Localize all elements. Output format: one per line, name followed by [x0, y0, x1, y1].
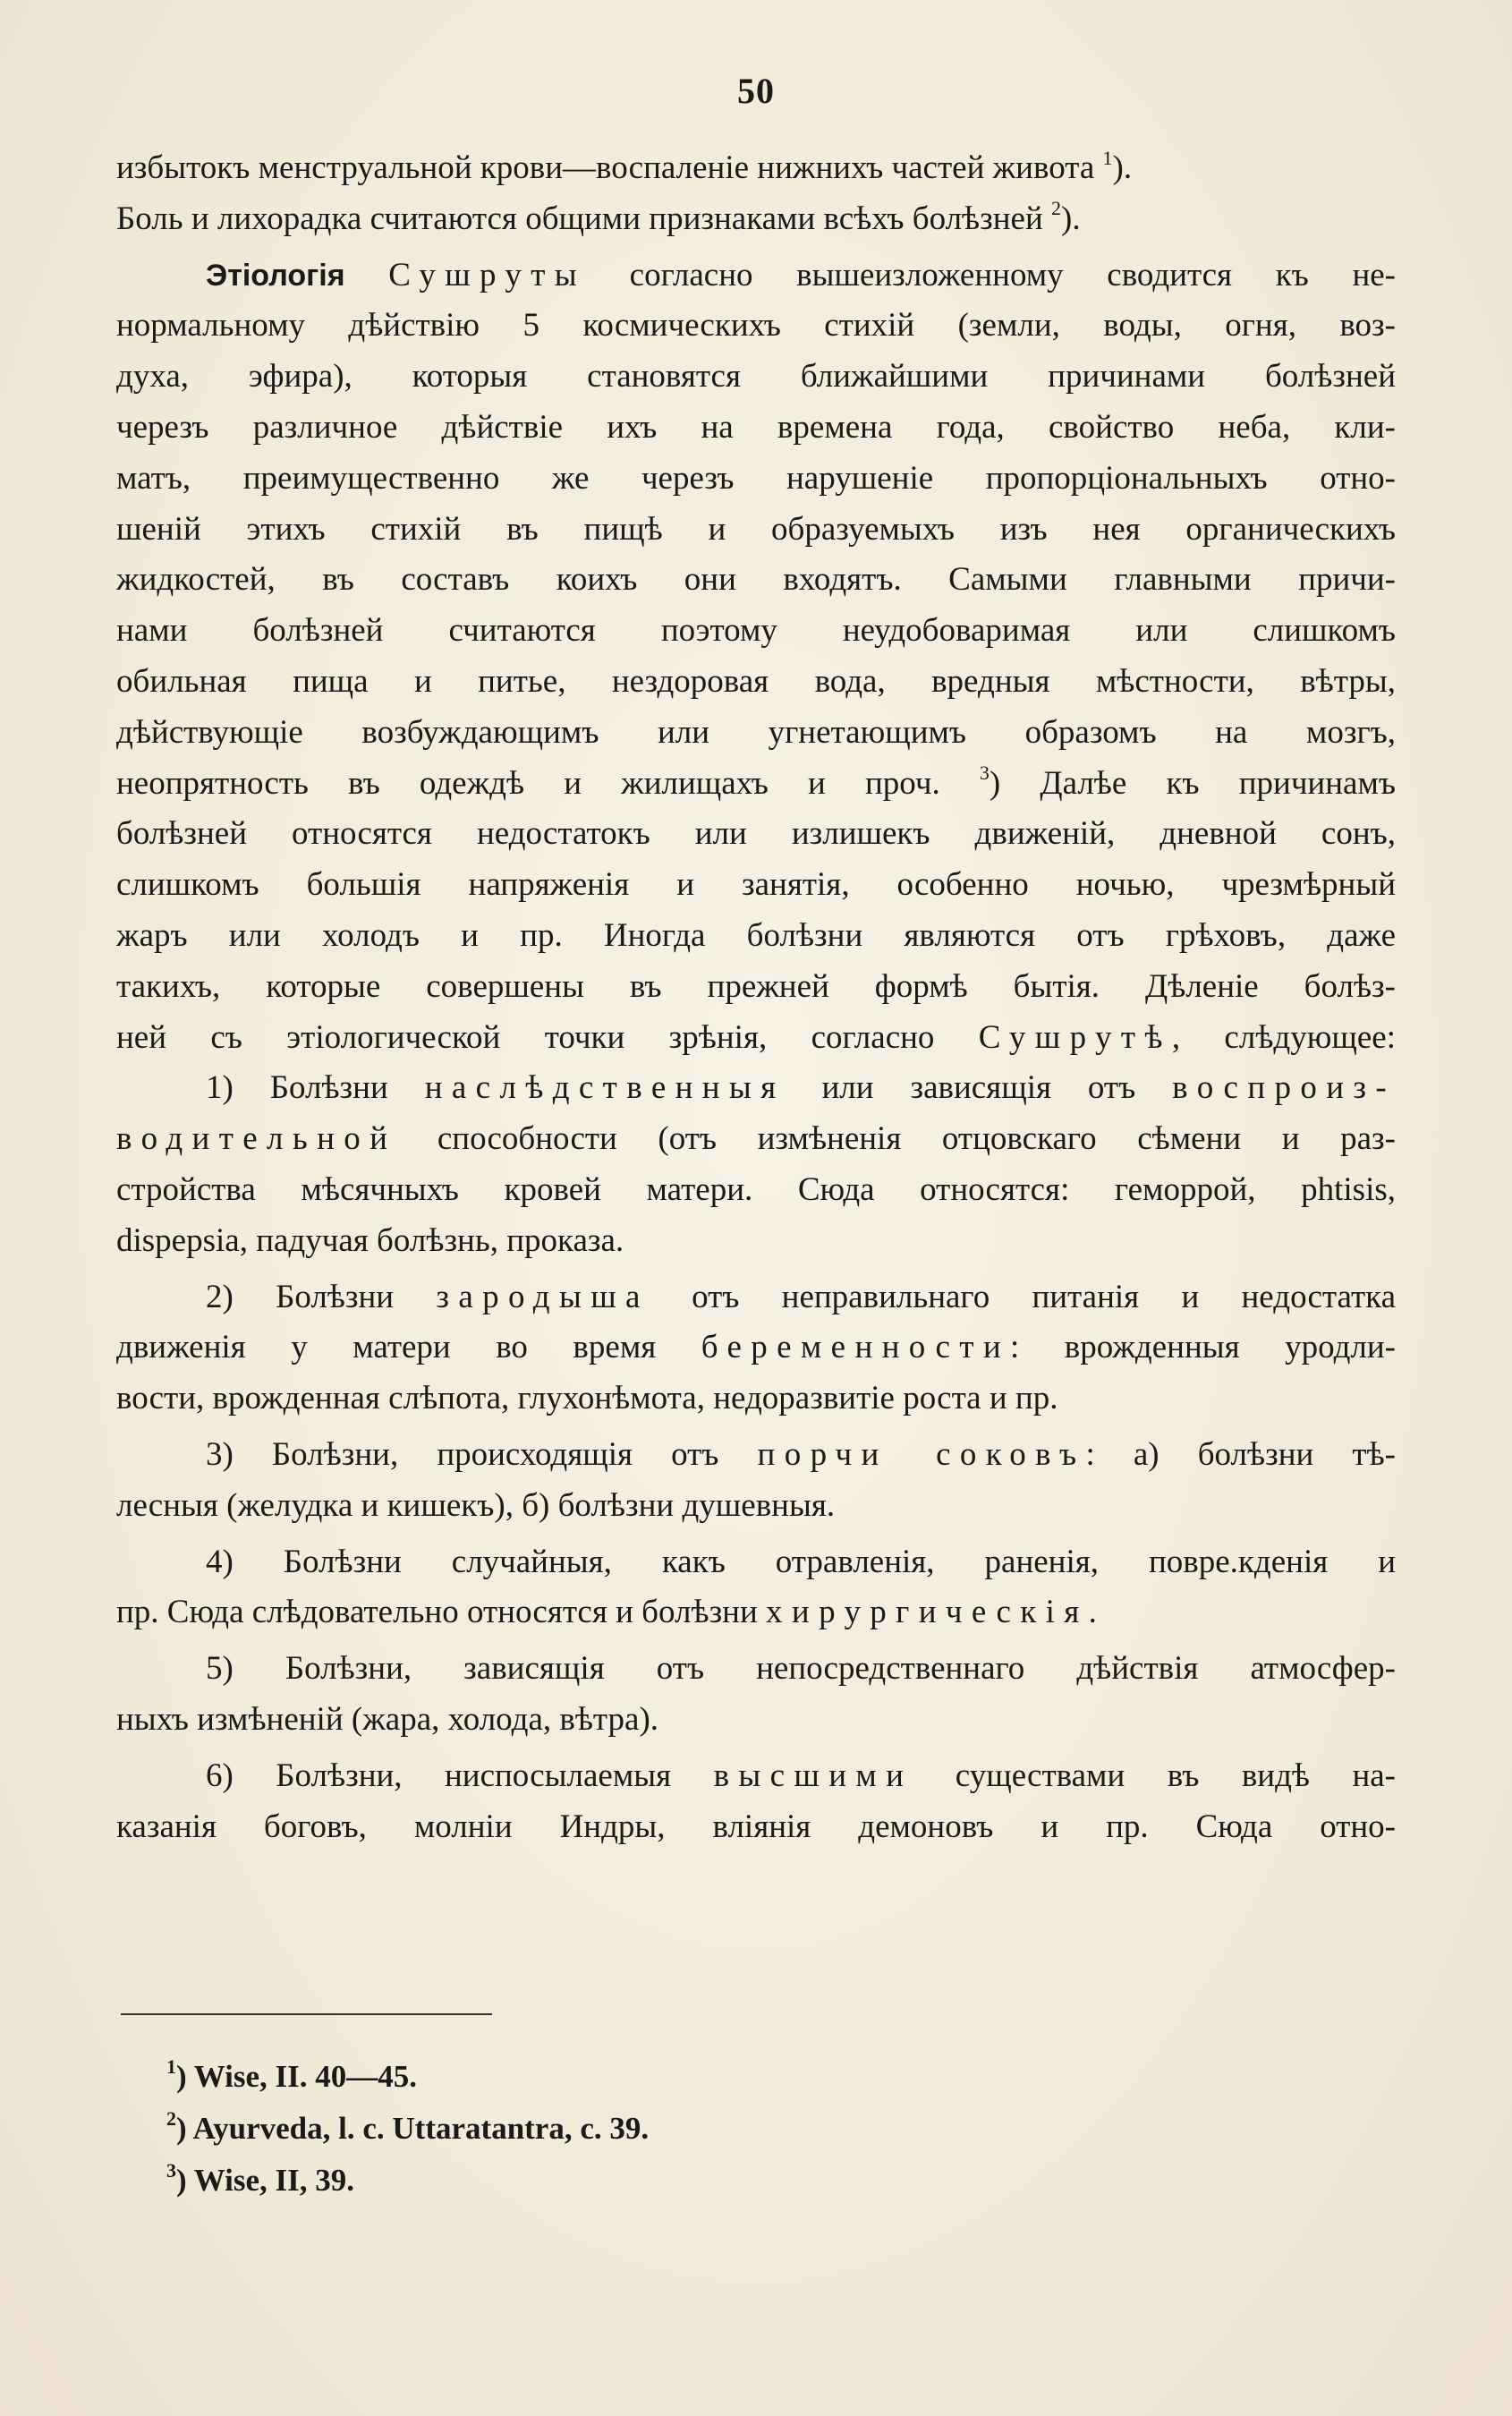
emphasized-text: порчи соковъ	[757, 1435, 1086, 1473]
text-run: нами болѣзней считаются поэтому неудобоваримая или слишкомъ	[116, 612, 1396, 650]
text-run: болѣзней относятся недостатокъ или излишекъ движеній, дневной сонъ,	[116, 815, 1396, 853]
footnote-number: 1	[166, 2055, 176, 2079]
footnote-marker: 1	[1102, 146, 1113, 169]
footnote-text: ) Wise, II. 40—45.	[176, 2059, 418, 2094]
text-line	[116, 1323, 1396, 1374]
text-run: disрepsia, падучая болѣзнь, проказа.	[116, 1221, 624, 1259]
text-line	[116, 1587, 1396, 1638]
text-line	[116, 1430, 1396, 1481]
text-run: стройства мѣсячныхъ кровей матери. Сюда относятся: геморрой, phtisis,	[116, 1170, 1396, 1208]
text-line	[116, 403, 1396, 454]
text-run: духа, эфира), которыя становятся ближайшими причинами болѣзней	[116, 358, 1396, 396]
text-line	[116, 962, 1396, 1013]
text-run: дѣйствующіе возбуждающимъ или угнетающимъ образомъ на мозгъ,	[116, 713, 1396, 751]
text-run: ).	[1112, 149, 1133, 186]
text-run: ) Далѣе къ причинамъ	[989, 764, 1396, 802]
text-run: черезъ различное дѣйствіе ихъ на времена года, свойство неба, кли-	[116, 408, 1396, 446]
emphasized-text: водительной	[116, 1120, 397, 1158]
text-line	[116, 1751, 1396, 1802]
text-run: Боль и лихорадка считаются общими признаками всѣхъ болѣзней	[116, 200, 1052, 237]
footnote	[166, 2155, 649, 2207]
footnote-marker: 2	[1051, 197, 1062, 220]
text-run: лесныя (желудка и кишекъ), б) болѣзни душевныя.	[116, 1486, 836, 1524]
emphasized-text: беременности	[701, 1329, 1011, 1366]
text-line	[116, 1537, 1396, 1588]
text-line	[116, 1013, 1396, 1064]
text-line	[116, 708, 1396, 759]
emphasized-text: Сушрутѣ	[978, 1018, 1172, 1056]
text-line	[116, 1063, 1396, 1114]
text-line	[116, 301, 1396, 352]
footnote-text: ) Wise, II, 39.	[176, 2163, 355, 2198]
text-line	[116, 194, 1396, 245]
text-run: или зависящія отъ	[785, 1069, 1173, 1107]
text-run: 5) Болѣзни, зависящія отъ непосредственнаго дѣйствія атмосфер-	[206, 1650, 1396, 1688]
text-line	[116, 1216, 1396, 1267]
text-run: пр. Сюда слѣдовательно относятся и болѣзни	[116, 1594, 767, 1631]
text-run	[345, 257, 389, 293]
text-run: жаръ или холодъ и пр. Иногда болѣзни являются отъ грѣховъ, даже	[116, 916, 1396, 954]
footnote-number: 3	[166, 2159, 176, 2182]
text-run: шеній этихъ стихій въ пищѣ и образуемыхъ изъ нея органическихъ	[116, 510, 1396, 548]
text-run: : а) болѣзни тѣ-	[1085, 1435, 1396, 1473]
text-run: существами въ видѣ на-	[913, 1757, 1396, 1794]
text-line	[116, 657, 1396, 708]
text-run: матъ, преимущественно же черезъ нарушеніе пропорціональныхъ отно-	[116, 459, 1396, 497]
text-run: .	[1088, 1594, 1097, 1631]
page-number: 50	[737, 71, 775, 111]
text-line	[116, 1165, 1396, 1216]
emphasized-text: наслѣдственныя	[424, 1069, 786, 1107]
text-run: 2) Болѣзни	[206, 1278, 437, 1315]
text-line	[116, 555, 1396, 606]
footnote-marker: 3	[979, 761, 990, 785]
text-run: жидкостей, въ составъ коихъ они входятъ. Самыми главными причи-	[116, 561, 1396, 599]
text-run: вости, врожденная слѣпота, глухонѣмота, недоразвитіе роста и пр.	[116, 1380, 1058, 1417]
text-line	[116, 759, 1396, 810]
text-line	[116, 1374, 1396, 1425]
text-line	[116, 1644, 1396, 1695]
text-line	[116, 1695, 1396, 1746]
text-run: , слѣдующее:	[1171, 1018, 1396, 1056]
text-run: отъ неправильнаго питанія и недостатка	[649, 1278, 1396, 1315]
text-line	[116, 1272, 1396, 1323]
text-line	[116, 454, 1396, 505]
text-run: : врожденныя уродли-	[1010, 1329, 1396, 1366]
text-line	[116, 1114, 1396, 1165]
footnotes	[166, 2051, 649, 2207]
text-line	[116, 251, 1396, 302]
text-run: казанія боговъ, молніи Индры, вліянія демоновъ и пр. Сюда отно-	[116, 1808, 1396, 1845]
text-run: нормальному дѣйствію 5 космическихъ стихій (земли, воды, огня, воз-	[116, 307, 1396, 345]
text-run: ней съ этіологической точки зрѣнія, согласно	[116, 1018, 979, 1056]
text-line	[116, 860, 1396, 911]
text-line	[116, 809, 1396, 860]
emphasized-text: зародыша	[436, 1278, 650, 1315]
text-line	[116, 505, 1396, 556]
text-run: такихъ, которые совершены въ прежней формѣ бытія. Дѣленіе болѣз-	[116, 967, 1396, 1005]
footnote	[166, 2103, 649, 2155]
footnote-number: 2	[166, 2107, 176, 2131]
text-line	[116, 143, 1396, 194]
footnote	[166, 2051, 649, 2103]
footnote-text: ) Ayurveda, l. c. Uttaratantra, c. 39.	[176, 2111, 650, 2146]
body-text	[116, 143, 1396, 1852]
text-run: избытокъ менструальной крови—воспаленіе нижнихъ частей живота	[116, 149, 1103, 186]
footnote-rule	[121, 2013, 492, 2015]
text-run: 6) Болѣзни, ниспосылаемыя	[206, 1757, 714, 1794]
text-run: слишкомъ большія напряженія и занятія, особенно ночью, чрезмѣрный	[116, 866, 1396, 904]
text-line	[116, 606, 1396, 657]
text-run: согласно вышеизложенному сводится къ не-	[586, 256, 1396, 293]
emphasized-text: воспроиз-	[1172, 1069, 1396, 1107]
text-line	[116, 1481, 1396, 1532]
emphasized-text: Сушруты	[388, 256, 587, 293]
text-run: 1) Болѣзни	[206, 1069, 425, 1107]
text-run: ныхъ измѣненій (жара, холода, вѣтра).	[116, 1700, 659, 1738]
text-run: обильная пища и питье, нездоровая вода, вредныя мѣстности, вѣтры,	[116, 662, 1396, 700]
text-line	[116, 911, 1396, 962]
text-run: способности (отъ измѣненія отцовскаго сѣмени и раз-	[396, 1120, 1396, 1158]
text-line	[116, 1802, 1396, 1853]
emphasized-text: высшими	[713, 1757, 913, 1794]
section-heading: Этіологія	[206, 258, 345, 293]
text-run: 3) Болѣзни, происходящія отъ	[206, 1435, 758, 1473]
text-run: движенія у матери во время	[116, 1329, 701, 1366]
text-run: 4) Болѣзни случайныя, какъ отравленія, раненія, повре.кденія и	[206, 1543, 1396, 1580]
emphasized-text: хирургическія	[766, 1594, 1089, 1631]
text-line	[116, 352, 1396, 403]
text-run: ).	[1061, 200, 1081, 237]
text-run: неопрятность въ одеждѣ и жилищахъ и проч.	[116, 764, 980, 802]
